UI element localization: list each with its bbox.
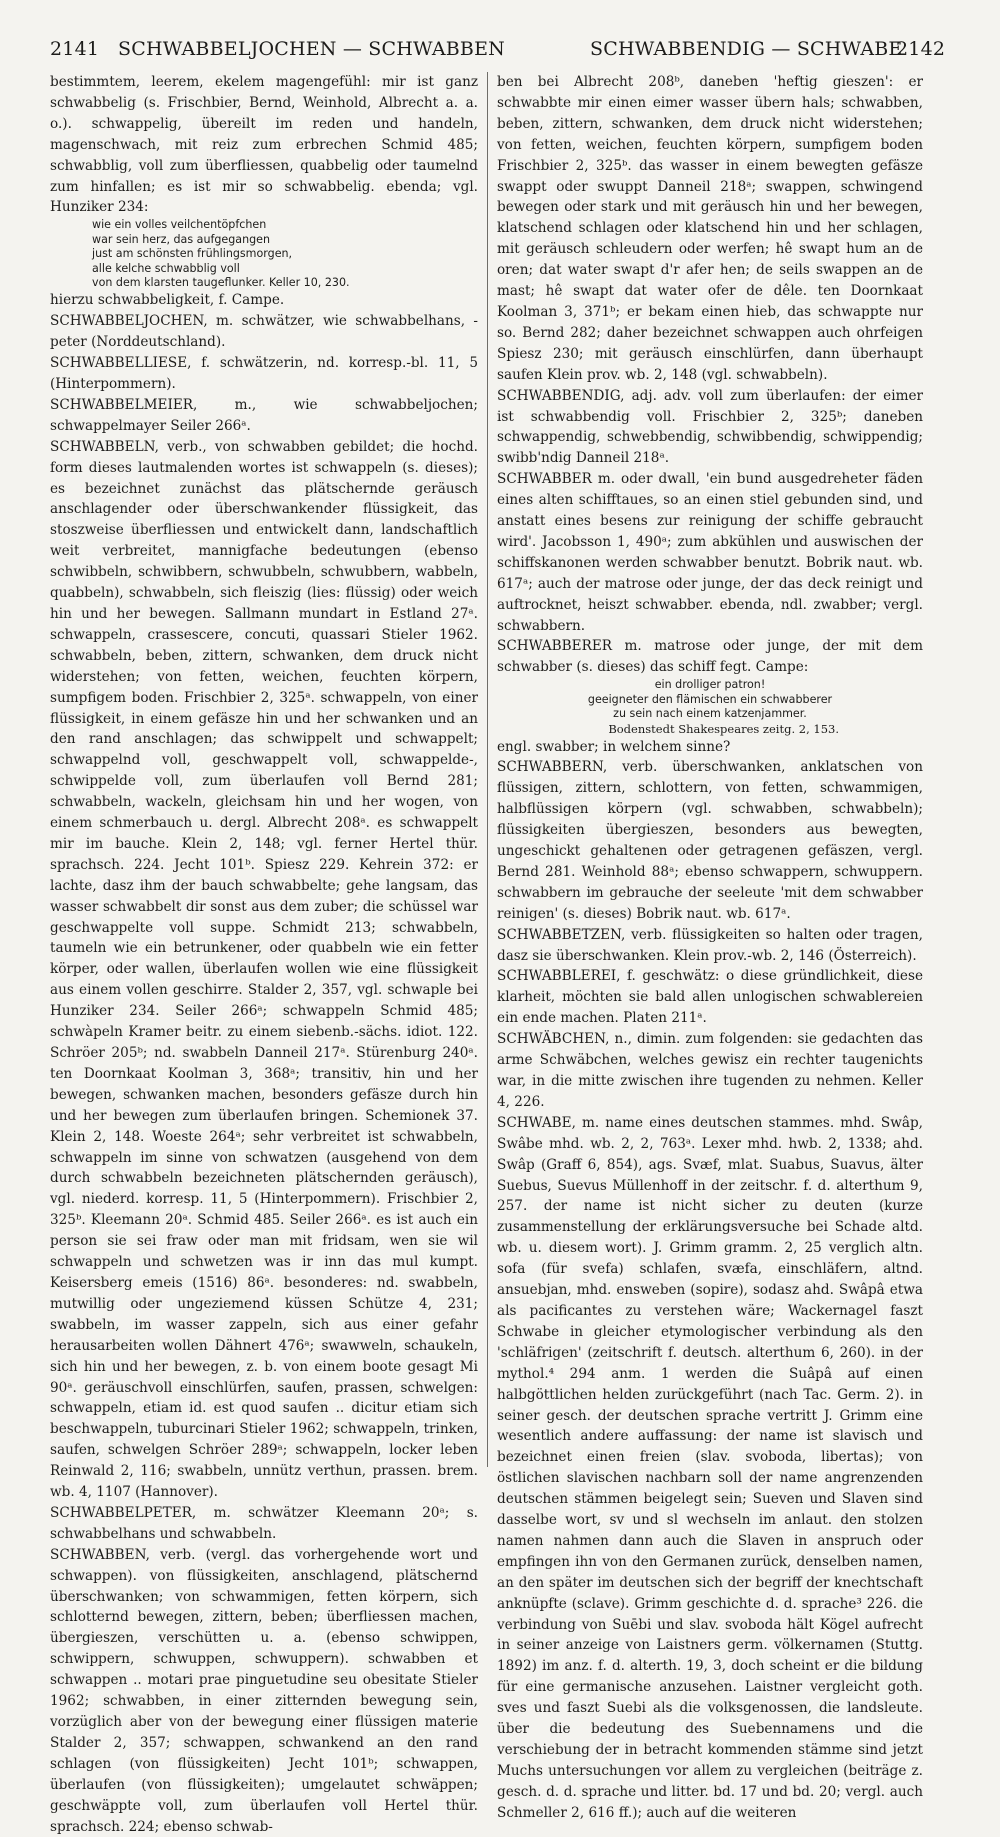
verse-quote-line: zu sein nach einem katzenjammer. (613, 707, 807, 721)
right-column (497, 72, 923, 1824)
entry-schwabbelliese: SCHWABBELLIESE, f. schwätzerin, nd. korresp.-bl. 11, 5 (Hinterpommern). (50, 355, 478, 392)
entry-schwabbeln: SCHWABBELN, verb., von schwabben gebildet; die hochd. form dieses lautmalenden wortes ist schwappeln (s. dieses); es bezeichnet zunächst das plätschernde geräusch anschlagender oder überschwankender flüssigkeit, das stoszweise überfliessen und entwickelt dann, landschaftlich weit verbreitet, mannigfache bedeutungen (ebenso schwibbeln, schwibbern, schwubbeln, schwubbern, wabbeln, quabbeln), schwabbeln, sich fleiszig (lies: flüssig) oder weich hin und her bewegen. Sallmann mundart in Estland 27ᵃ. schwappeln, crassescere, concuti, quassari Stieler 1962. schwabbeln, beben, zittern, schwanken, dem druck nicht widerstehen; von fetten, weichen, feuchten körpern, sumpfigem boden. Frischbier 2, 325ᵃ. schwappeln, von einer flüssigkeit, in einem gefäsze hin und her schwanken und an den rand anschlagen; das schwippelt und schwappelt; schwappelnd voll, geschwappelt voll, schwappelde-, schwippelde voll, zum überlaufen voll Bernd 281; schwabbeln, wackeln, gleichsam hin und her wogen, von einem schmerbauch u. dergl. Albrecht 208ᵃ. es schwappelt mir im bauche. Klein 2, 148; vgl. ferner Hertel thür. sprachsch. 224. Jecht 101ᵇ. Spiesz 229. Kehrein 372: er lachte, dasz ihm der bauch schwabbelte; gehe langsam, das wasser schwabbelt dir sonst aus dem zuber; die schüssel war geschwappelte voll suppe. Schmidt 213; schwabbeln, taumeln wie ein betrunkener, oder quabbeln wie ein fetter körper, oder wallen, überlaufen wollen wie eine flüssigkeit aus einem vollen geschirre. Stalder 2, 357, vgl. schwaple bei Hunziker 234. Seiler 266ᵃ; schwappeln Schmid 485; schwàpeln Kramer beitr. zu einem siebenb.-sächs. idiot. 122. Schröer 205ᵇ; nd. swabbeln Danneil 217ᵃ. Stürenburg 240ᵃ. ten Doornkaat Koolman 3, 368ᵃ; transitiv, hin und her bewegen, schwanken machen, besonders gefäsze durch hin und her bewegen zum überlaufen bringen. Schemionek 37. Klein 2, 148. Woeste 264ᵃ; sehr verbreitet ist schwabbeln, schwappeln im sinne von schwatzen (ausgehend von dem durch schwabbeln bezeichneten plätschernden geräusch), vgl. niederd. korresp. 11, 5 (Hinterpommern). Frischbier 2, 325ᵇ. Kleemann 20ᵃ. Schmid 485. Seiler 266ᵃ. es ist auch ein person sie sei fraw oder man mit fridsam, wen sie wil schwappeln und schwetzen was ir inn das mul kumpt. Keisersberg emeis (1516) 86ᵃ. besonderes: nd. swabbeln, mutwillig oder ungeziemend küssen Schütze 4, 231; swabbeln, im wasser zappeln, sich aus einer gefahr herausarbeiten wollen Dähnert 476ᵃ; swawweln, schaukeln, sich hin und her bewegen, z. b. von einem boote gesagt Mi 90ᵃ. geräuschvoll einschlürfen, saufen, prassen, schwelgen: schwappeln, etiam id. est quod saufen .. dicitur etiam sich beschwappeln, tuburcinari Stieler 1962; schwappeln, trinken, saufen, schwelgen Schröer 289ᵃ; schwappeln, locker leben Reinwald 2, 116; swabbeln, unnütz verthun, prassen. brem. wb. 4, 1107 (Hannover). (50, 438, 478, 1501)
entry-schwabbeljochen: SCHWABBELJOCHEN, m. schwätzer, wie schwabbelhans, -peter (Norddeutschland). (50, 313, 478, 351)
left-column (50, 72, 478, 1837)
verse-quote-line: wie ein volles veilchentöpfchen (92, 218, 267, 232)
entry-schwabbelmeier: SCHWABBELMEIER, m., wie schwabbeljochen; schwappelmayer Seiler 266ᵃ. (50, 396, 478, 434)
verse-quote-line: just am schönsten frühlingsmorgen, (92, 247, 293, 261)
verse-quote-line: von dem klarsten taugeflunker. Keller 10, 230. (92, 275, 350, 289)
entry-schwabbendig: SCHWABBENDIG, adj. adv. voll zum überlaufen: der eimer ist schwabbendig voll. Frischbier 2, 325ᵇ; daneben schwappendig, schwebbendig, schwibbendig, schwippendig; swibb'ndig Danneil 218ᵃ. (497, 387, 923, 467)
entry-schwabben: SCHWABBEN, verb. (vergl. das vorhergehende wort und schwappen). von flüssigkeiten, anschlagend, plätschernd überschwanken; von schwammigen, fetten körpern, sich schlotternd bewegen, zittern, beben; überfliessen machen, übergieszen, verschütten u. a. (ebenso schwippen, schwippern, schwuppen, schwuppern). schwabben et schwappen .. motari prae pinguetudine seu obesitate Stieler 1962; schwabben, in einer zitternden bewegung sein, vorzüglich aber von der bewegung einer flüssigen materie Stalder 2, 357; schwappen, schwankend an den rand schlagen (von flüssigkeiten) Jecht 101ᵇ; schwappen, überlaufen (von flüssigkeiten); umgelautet schwäppen; geschwäppte voll, zum überlaufen voll Hertel thür. sprachsch. 224; ebenso schwab- (50, 1546, 478, 1835)
entry-paragraph: ben bei Albrecht 208ᵇ, daneben 'heftig gieszen': er schwabbte mir einen eimer wasser übern hals; schwabben, beben, zittern, schwanken, dem druck nicht widerstehen; von fetten, weichen, feuchten körpern, sumpfigem boden Frischbier 2, 325ᵇ. das wasser in einem bewegten gefäsze swappt oder swuppt Danneil 218ᵃ; swappen, schwingend bewegen oder stark und mit geräusch hin und her bewegen, klatschend schlagen oder klatschend hin und her schlagen, mit geräusch schleudern oder werfen; hê swapt hum an de oren; dat water swapt d'r afer hen; de seils swappen an de mast; hê swapt dat water ofer de dêle. ten Doornkaat Koolman 3, 371ᵇ; er bekam einen hieb, das schwappte nur so. Bernd 282; daher bezeichnet schwappen auch ohrfeigen Spiesz 230; mit geräusch einschlürfen, dann überhaupt saufen Klein prov. wb. 2, 148 (vgl. schwabbeln). (497, 74, 923, 383)
left-page-number: 2141 (50, 38, 100, 60)
entry-schwabe: SCHWABE, m. name eines deutschen stammes. mhd. Swâp, Swâbe mhd. wb. 2, 2, 763ᵃ. Lexer mhd. hwb. 2, 1338; ahd. Swâp (Graff 6, 854), ags. Svæf, mlat. Suabus, Suavus, älter Suebus, Suevus Müllenhoff in der zeitschr. f. d. alterthum 9, 257. der name ist nicht sicher zu deuten (kurze zusammenstellung der erklärungsversuche bei Schade altd. wb. u. diesem wort). J. Grimm gramm. 2, 25 verglich altn. sofa (für svefa) schlafen, svæfa, einschläfern, altnd. ansuebjan, mhd. ensweben (sopire), sodasz ahd. Swâpâ etwa als pacificantes zu verstehen wäre; Wackernagel faszt Schwabe in gleicher etymologischer verbindung als den 'schläfrigen' (zeitschrift f. deutsch. alterthum 6, 260). in der mythol.⁴ 294 anm. 1 werden die Suâpâ auf einen halbgöttlichen helden zurückgeführt (nach Tac. Germ. 2). in seiner gesch. der deutschen sprache vertritt J. Grimm eine wesentlich andere auffassung: der name ist slavisch und bezeichnet einen freien (slav. svoboda, libertas); von östlichen slavischen nachbarn soll der name angrenzenden deutschen stämmen beigelegt sein; Sueven und Slaven sind dasselbe wort, sv und sl wechseln im anlaut. den stolzen namen nahmen dann auch die Slaven in anspruch oder empfingen ihn von den Germanen zurück, denselben namen, an den später im deutschen sich der begriff der knechtschaft anknüpfte (sclave). Grimm geschichte d. d. sprache³ 226. die verbindung von Suēbi und slav. svoboda hält Kögel aufrecht in seiner anzeige von Laistners germ. völkernamen (Stuttg. 1892) im anz. f. d. alterth. 19, 3, doch scheint er die bildung für eine germanische anzusehen. Laistner vergleicht goth. sves und faszt Suebi als die volksgenossen, die landsleute. über die bedeutung des Suebennamens und die verschiebung der in betracht kommenden stämme sind jetzt Muchs untersuchungen vor allem zu vergleichen (beiträge z. gesch. d. d. sprache und litter. bd. 17 und bd. 20; vergl. auch Schmeller 2, 616 ff.); auch auf die weiteren (497, 1114, 923, 1821)
left-running-head: SCHWABBELJOCHEN — SCHWABBEN (118, 38, 505, 60)
verse-quote-line: geeigneter den flämischen ein schwabberer (587, 692, 833, 706)
verse-quote-line: alle kelche schwabblig voll (92, 261, 240, 275)
right-running-head: SCHWABBENDIG — SCHWABE (590, 38, 903, 60)
entry-schwabblerei: SCHWABBLEREI, f. geschwätz: o diese gründlichkeit, diese klarheit, möchten sie bald allen unlogischen schwablereien ein ende machen. Platen 211ᵃ. (497, 968, 923, 1027)
column-divider (487, 72, 488, 1467)
entry-schwaebchen: SCHWÄBCHEN, n., dimin. zum folgenden: sie gedachten das arme Schwäbchen, welches gewisz ein rechter taugenichts war, in die mitte zwischen ihre tugenden zu nehmen. Keller 4, 226. (497, 1031, 923, 1110)
right-page-number: 2142 (896, 38, 946, 60)
entry-schwabbetzen: SCHWABBETZEN, verb. flüssigkeiten so halten oder tragen, dasz sie überschwanken. Klein prov.-wb. 2, 146 (Österreich). (497, 926, 923, 964)
entry-paragraph: bestimmtem, leerem, ekelem magengefühl: mir ist ganz schwabbelig (s. Frischbier, Bernd, Weinhold, Albrecht a. a. o.). schwappelig, übereilt im reden und handeln, magenschwach, mit reiz zum erbrechen Schmid 485; schwabblig, voll zum überfliessen, quabbelig oder taumelnd zum hinfallen; es ist mir so schwabbelig. ebenda; vgl. Hunziker 234: (50, 74, 478, 216)
entry-schwabberer: SCHWABBERER m. matrose oder junge, der mit dem schwabber (s. dieses) das schiff fegt. Campe: (497, 638, 923, 676)
entry-schwabbelpeter: SCHWABBELPETER, m. schwätzer Kleemann 20ᵃ; s. schwabbelhans und schwabbeln. (50, 1504, 478, 1542)
verse-quote-line: war sein herz, das aufgegangen (92, 232, 271, 246)
entry-paragraph: hierzu schwabbeligkeit, f. Campe. (50, 292, 285, 309)
quote-source: Bodenstedt Shakespeares zeitg. 2, 153. (608, 721, 839, 736)
entry-schwabber: SCHWABBER m. oder dwall, 'ein bund ausgedreheter fäden eines alten schifftaues, so an einen stiel gebunden sind, und anstatt eines besens zur reinigung der schiffe gebraucht wird'. Jacobsson 1, 490ᵃ; zum abkühlen und auswischen der schiffskanonen werden schwabber benutzt. Bobrik naut. wb. 617ᵃ; auch der matrose oder junge, der das deck reinigt und auftrocknet, heiszt schwabber. ebenda, ndl. zwabber; vergl. schwabbern. (497, 471, 923, 634)
entry-paragraph: engl. swabber; in welchem sinne? (497, 738, 731, 755)
entry-schwabbern: SCHWABBERN, verb. überschwanken, anklatschen von flüssigen, zittern, schlottern, von fetten, schwammigen, halbflüssigen körpern (vgl. schwabben, schwabbeln); flüssigkeiten übergieszen, besonders aus bewegten, ungeschickt gehaltenen oder getragenen gefäszen, vergl. Bernd 281. Weinhold 88ᵃ; ebenso schwappern, schwuppern. schwabbern im gebrauche der seeleute 'mit dem schwabber reinigen' (s. dieses) Bobrik naut. wb. 617ᵃ. (497, 759, 923, 922)
verse-quote-line: ein drolliger patron! (654, 678, 766, 692)
